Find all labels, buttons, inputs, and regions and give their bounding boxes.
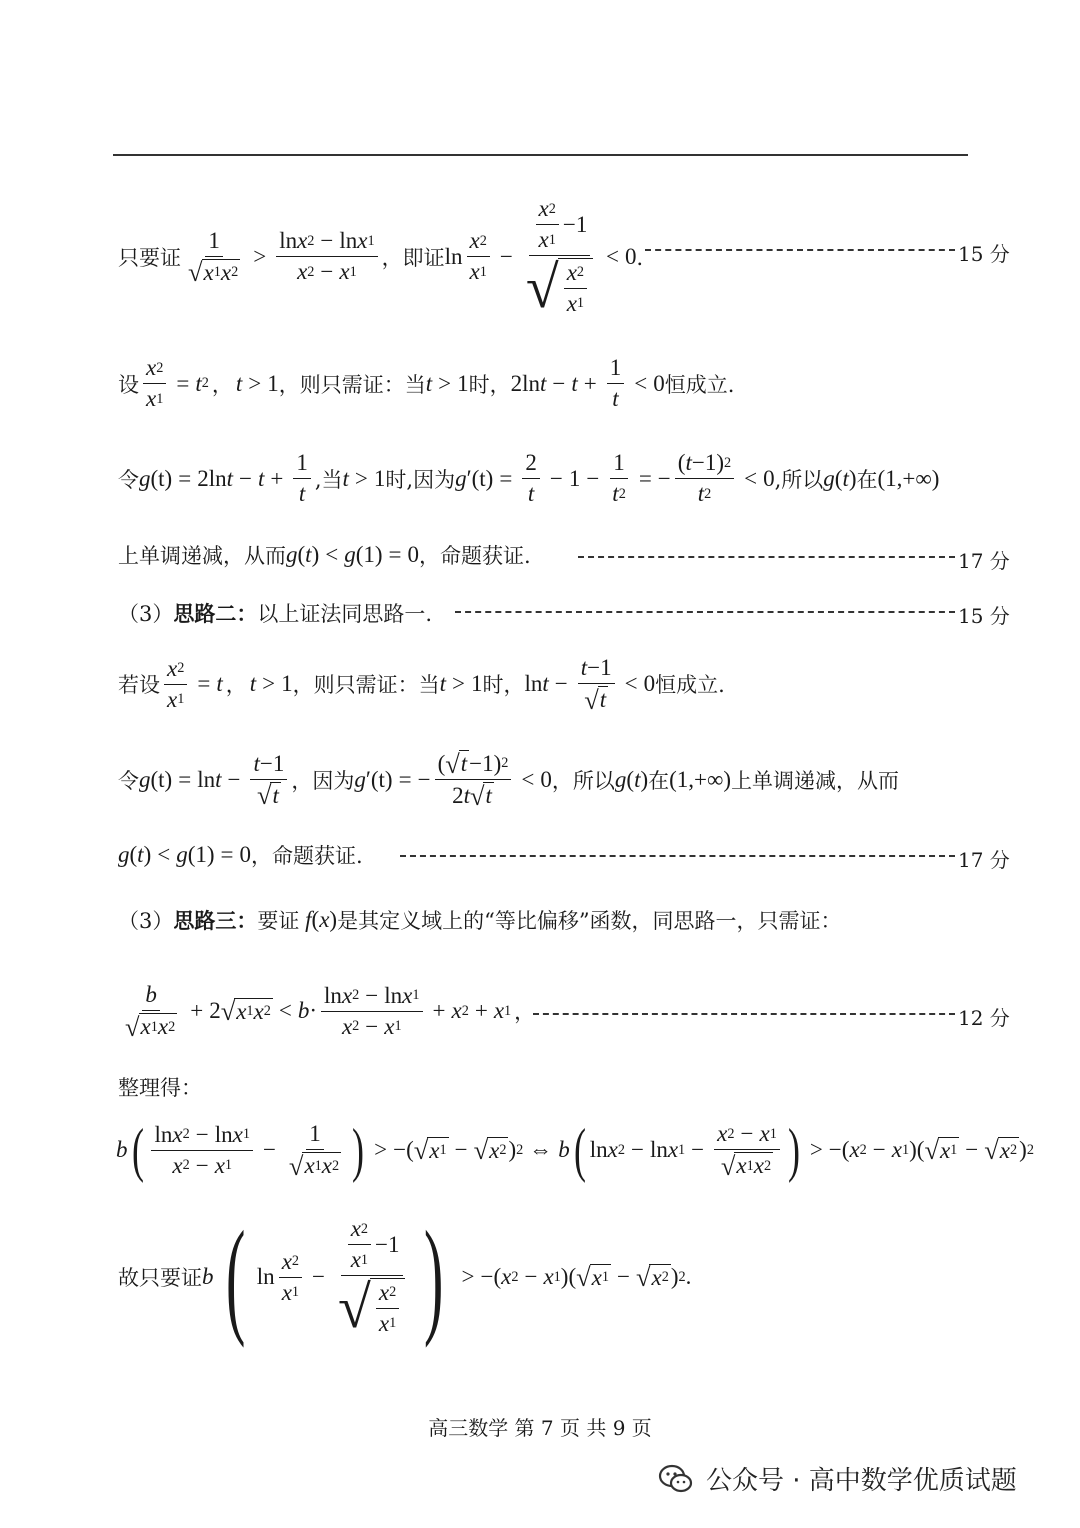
- proof-line-11: 整理得：: [118, 1076, 202, 1100]
- score-leader-12: [533, 1013, 955, 1015]
- proof-line-13: 故只要证 b ( ln x 2 x 1 − x 2 x 1 −1 √ x 2 x 1 ) > −( x 2 − x 1 )( √ x 1 − √ x 2 ) 2 .: [118, 1205, 692, 1349]
- score-15a: 15 分: [958, 242, 1010, 266]
- proof-line-4: 上单调递减，从而 g ( t ) < g (1) = 0 ，命题获证.: [118, 542, 531, 568]
- proof-line-12: b ( ln x 2 − ln x 1 x 2 − x 1 − 1 √ x 1 x 2 ) > −( √ x 1 − √ x 2 ) 2 ⇔ b ( ln x 2 − ln x 1 − x 2 − x 1 √ x 1 x 2 ) > −( x 2 − x 1 )( √ x 1 − √ x 2 ) 2: [116, 1117, 1034, 1183]
- proof-line-2: 设 x 2 x 1 = t 2 ， t > 1 ，则只需证：当 t > 1 时， 2ln t − t + $\frac{1}{t}$ < 0 恒成立.: [118, 355, 735, 411]
- watermark: [658, 1460, 1017, 1497]
- proof-line-3: 令 g (t) = 2ln t − t + $\frac{1}{t}$ ,当 t > 1 时,因为 g ′(t) = $\frac{2}{t}$ − 1 − 1 t 2 = − ( t −1) 2 t 2 < 0 ,所以 g ( t ) 在 (1,+∞): [118, 450, 940, 506]
- watermark-text: 公众号 · 高中数学优质试题: [706, 1466, 1017, 1496]
- page-footer: 高三数学 第 7 页 共 9 页: [428, 1416, 652, 1440]
- proof-line-6: 若设 x 2 x 1 = t ， t > 1 ，则只需证：当 t > 1 时， ln t − t −1 √ t < 0 恒成立.: [118, 655, 725, 715]
- proof-line-8: g ( t ) < g (1) = 0 ，命题获证.: [118, 842, 363, 868]
- proof-line-7: 令 g (t) = ln t − t −1 √ t ，因为 g ′(t) = − ( √ t −1) 2 2 t √ t < 0 ，所以 g ( t ) 在 (1,+∞) 上单调递减，从而: [118, 748, 900, 811]
- score-15b: 15 分: [958, 604, 1010, 628]
- score-leader-15b: [455, 611, 955, 613]
- score-leader-17a: [578, 556, 955, 558]
- proof-line-10: b √ x 1 x 2 + 2 √ x 1 x 2 < b · ln x 2 − ln x 1 x 2 − x 1 + x 2 + x 1 ，: [125, 982, 536, 1042]
- score-leader-15a: [645, 249, 955, 251]
- score-17b: 17 分: [958, 848, 1010, 872]
- wechat-icon: [658, 1464, 694, 1494]
- proof-line-9: （3） 思路三： 要证 f ( x ) 是其定义域上的“等比偏移”函数，同思路一，只需证：: [118, 907, 842, 933]
- score-leader-17b: [400, 855, 955, 857]
- proof-line-1: 只要证 1 √ x 1 x 2 > ln x 2 − ln x 1 x 2 − x 1 ，即证 ln x 2 x 1 − x 2 x 1 −1 √ x 2 x 1 < 0 ．: [118, 196, 658, 320]
- score-17a: 17 分: [958, 549, 1010, 573]
- header-rule: [113, 154, 968, 156]
- score-12: 12 分: [958, 1006, 1010, 1030]
- proof-line-5: （3） 思路二： 以上证法同思路一.: [118, 602, 433, 626]
